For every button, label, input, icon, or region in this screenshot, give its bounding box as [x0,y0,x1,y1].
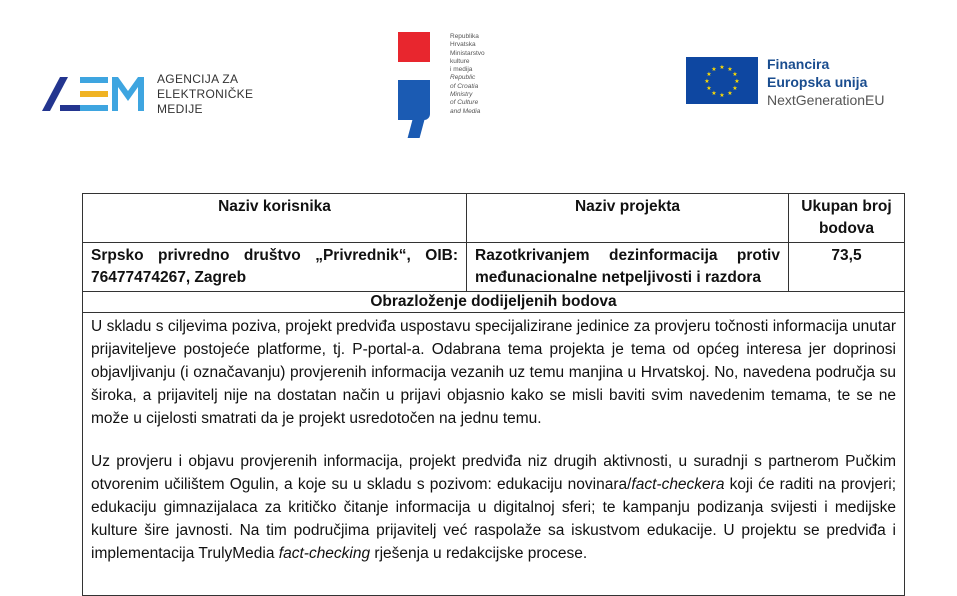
ministry-line: of Croatia [450,82,479,90]
text-italic: fact-checkera [631,476,725,493]
svg-text:★: ★ [711,67,717,73]
aem-line: ELEKTRONIČKE [157,87,254,101]
ministry-line: and Media [450,107,481,115]
svg-text:★: ★ [706,86,712,92]
ministry-line: of Culture [450,99,479,107]
section-title: Obrazloženje dodijeljenih bodova [83,292,905,313]
ministry-line: kulture [450,57,470,65]
section-title-row [83,292,905,313]
ministry-line: Republika [450,33,479,40]
eu-line: NextGenerationEU [767,92,885,108]
svg-text:★: ★ [727,91,733,97]
svg-text:★: ★ [704,79,710,85]
svg-text:★: ★ [719,65,725,71]
text-span: rješenja u redakcijske procese. [370,545,588,562]
aem-line: MEDIJE [157,102,203,116]
table-header-row [83,194,905,243]
cell-user: Srpsko privredno društvo „Privrednik“, OIB: 76477474267, Zagreb [83,243,467,292]
ministry-logo [398,32,432,138]
justification-text [83,313,905,596]
eu-flag-icon [686,57,758,104]
svg-text:★: ★ [732,72,738,78]
header-points: Ukupan broj bodova [789,194,905,243]
header-project: Naziv projekta [467,194,789,243]
svg-text:★: ★ [711,91,717,97]
svg-text:★: ★ [732,86,738,92]
paragraph-2 [91,450,896,565]
paragraph-1: U skladu s ciljevima poziva, projekt predviđa uspostavu specijalizirane jedinice za provjeru točnosti informacija unutar prijaviteljeve postojeće platforme, tj. P-portal-a. Odabrana tema projekta je tema od općeg interesa jer doprinosi objavljivanju (i označavanju) provjerenih informacija vezanih uz temu manjina u Hrvatskoj. No, navedena područja su široka, a prijavitelj nije na dostatan način u prijavi objasnio kako se misli baviti svim navedenim temama, te se ne može u cijelosti smatrati da je projekt usredotočen na jednu temu. [91,318,896,427]
aem-logo-text [157,72,253,117]
eu-funding-text [767,55,885,109]
header-user: Naziv korisnika [83,194,467,243]
svg-text:★: ★ [706,72,712,78]
ministry-line: Ministry [450,91,473,99]
svg-text:★: ★ [727,67,733,73]
cell-points: 73,5 [789,243,905,292]
svg-text:★: ★ [719,93,725,99]
text-italic: fact-checking [278,545,371,562]
eu-line: Financira [767,56,830,72]
ministry-line: Hrvatska [450,41,476,49]
cell-project: Razotkrivanjem dezinformacija protiv međunacionalne netpeljivosti i razdora [467,243,789,292]
svg-text:★: ★ [734,79,740,85]
ministry-line: i medija [450,66,473,74]
aem-logo [40,75,150,113]
eu-line: Europska unija [767,74,868,90]
ministry-line: Ministarstvo [450,49,485,57]
text-span: Uz provjeru i objavu provjerenih informacija, projekt predviđa niz drugih aktivnosti, u suradnji s partnerom Pučkim otvorenim učilištem Ogulin, a koje su u skladu s pozivom: edukaciju novinara/ [91,453,896,493]
ministry-text [450,33,485,116]
ministry-line: Republic [450,74,476,82]
text-span: koji će raditi na provjeri; edukaciju gimnazijalaca za kritičko čitanje informacija u digitalnoj sferi; te kampanju podizanja svijesti i medijske kulture šire javnosti. Na tim područjima prijavitelj već raspolaže sa iskustvom edukacije. U projektu se predviđa i implementacija TrulyMedia [91,476,897,562]
evaluation-table [82,193,905,596]
table-row [83,243,905,292]
aem-line: AGENCIJA ZA [157,72,239,86]
justification-row [83,313,905,596]
